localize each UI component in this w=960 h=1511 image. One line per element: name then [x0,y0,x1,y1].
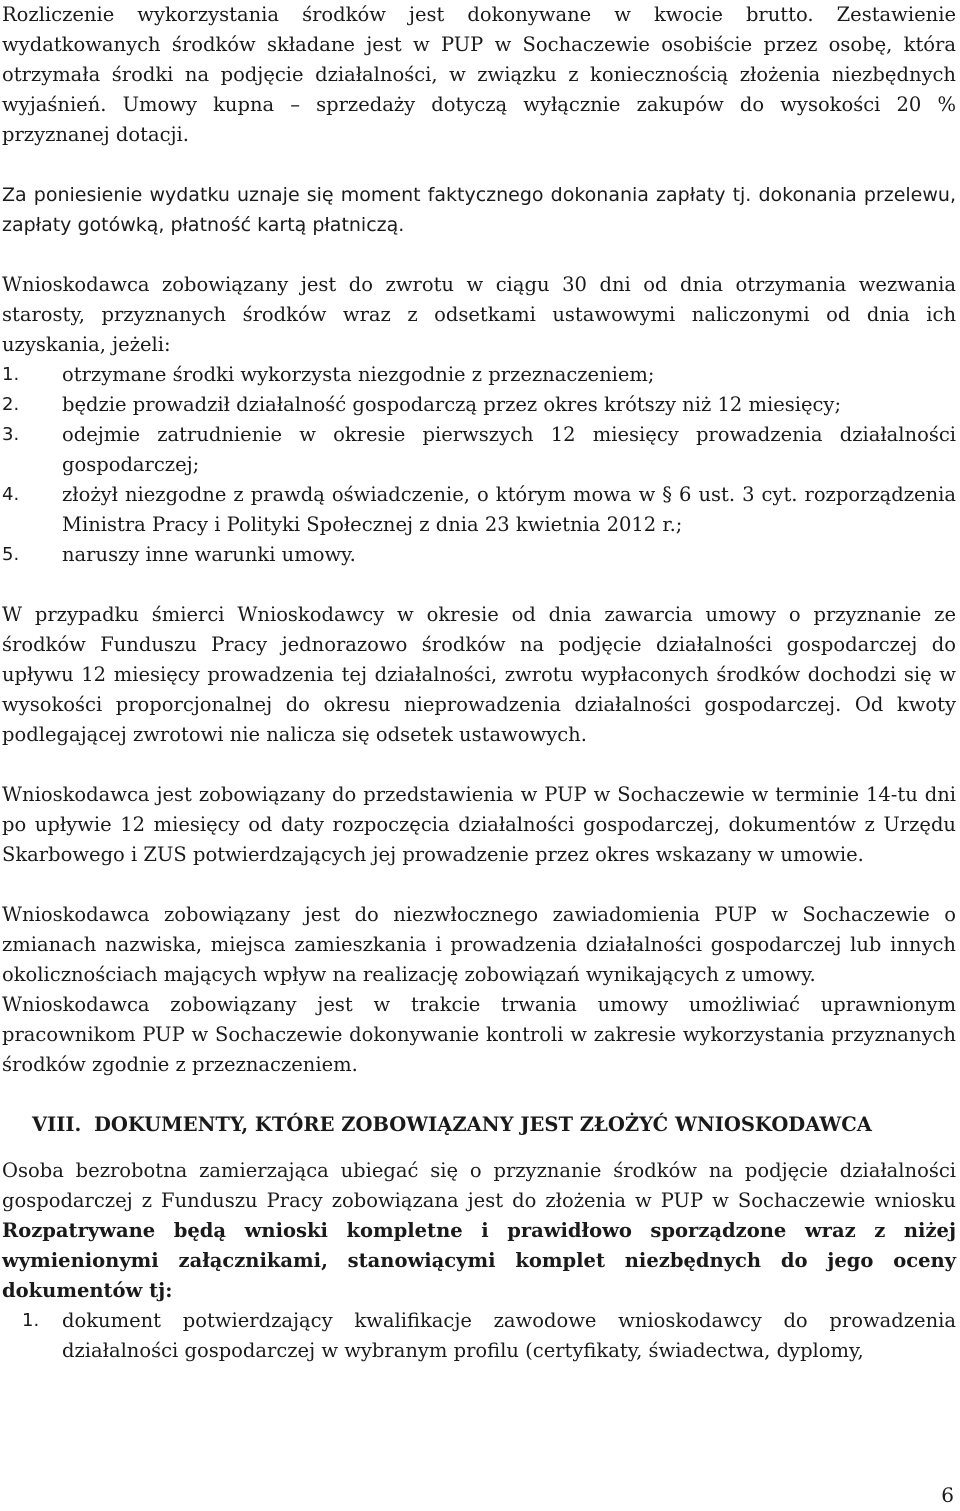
list-number: 4. [2,484,20,505]
requirements-bold-text: Rozpatrywane będą wnioski kompletne i prawidłowo sporządzone wraz z niżej wymienionymi załącznikami, stanowiącymi komplet niezbędnych do jego oceny dokumentów tj: [2,1219,956,1302]
section-heading [2,1110,956,1140]
list-number: 5. [2,544,20,565]
paragraph-notification-duty: Wnioskodawca zobowiązany jest do niezwłocznego zawiadomienia PUP w Sochaczewie o zmianach nazwiska, miejsca zamieszkania i prowadzenia działalności gospodarczej lub innych okolicznościach mających wpływ na realizację zobowiązań wynikających z umowy. [2,903,956,986]
section-title: DOKUMENTY, KTÓRE ZOBOWIĄZANY JEST ZŁOŻYĆ WNIOSKODAWCA [94,1113,872,1136]
list-number: 3. [2,424,20,445]
return-conditions-list [2,360,956,570]
list-text: złożył niezgodne z prawdą oświadczenie, o którym mowa w § 6 ust. 3 cyt. rozporządzenia Ministra Pracy i Polityki Społecznej z dnia 23 kwietnia 2012 r.; [62,483,956,536]
list-item [2,1306,956,1366]
list-item [2,390,956,420]
page-number: 6 [941,1483,954,1507]
list-number: 1. [22,1310,40,1331]
list-text: odejmie zatrudnienie w okresie pierwszych 12 miesięcy prowadzenia działalności gospodarczej; [62,423,956,476]
paragraph-inspection: Wnioskodawca zobowiązany jest w trakcie trwania umowy umożliwiać uprawnionym pracownikom PUP w Sochaczewie dokonywanie kontroli w zakresie wykorzystania przyznanych środków zgodnie z przeznaczeniem. [2,993,956,1076]
paragraph-return-obligation: Wnioskodawca zobowiązany jest do zwrotu w ciągu 30 dni od dnia otrzymania wezwania starosty, przyznanych środków wraz z odsetkami ustawowymi naliczonymi od dnia ich uzyskania, jeżeli: [2,273,956,356]
section-number: VIII. [32,1113,82,1136]
list-text: będzie prowadził działalność gospodarczą przez okres krótszy niż 12 miesięcy; [62,393,842,416]
documents-list [2,1306,956,1366]
list-item [2,420,956,480]
list-text: otrzymane środki wykorzysta niezgodnie z przeznaczeniem; [62,363,655,386]
paragraph-expense-moment: Za poniesienie wydatku uznaje się moment faktycznego dokonania zapłaty tj. dokonania przelewu, zapłaty gotówką, płatność kartą płatniczą. [2,184,956,236]
requirements-text: Osoba bezrobotna zamierzająca ubiegać się o przyznanie środków na podjęcie działalności gospodarczej z Funduszu Pracy zobowiązana jest do złożenia w PUP w Sochaczewie wniosku [2,1159,956,1212]
paragraph-death-clause: W przypadku śmierci Wnioskodawcy w okresie od dnia zawarcia umowy o przyznanie ze środków Funduszu Pracy jednorazowo środków na podjęcie działalności gospodarczej do upływu 12 miesięcy prowadzenia tej działalności, zwrotu wypłaconych środków dochodzi się w wysokości proporcjonalnej do okresu nieprowadzenia działalności gospodarczej. Od kwoty podlegającej zwrotowi nie nalicza się odsetek ustawowych. [2,603,956,746]
list-number: 2. [2,394,20,415]
list-text: dokument potwierdzający kwalifikacje zawodowe wnioskodawcy do prowadzenia działalności gospodarczej w wybranym profilu (certyfikaty, świadectwa, dyplomy, [62,1309,956,1362]
paragraph-application-requirements [2,1156,956,1306]
list-text: naruszy inne warunki umowy. [62,543,356,566]
list-item [2,540,956,570]
list-item [2,360,956,390]
paragraph-settlement: Rozliczenie wykorzystania środków jest dokonywane w kwocie brutto. Zestawienie wydatkowanych środków składane jest w PUP w Sochaczewie osobiście przez osobę, która otrzymała środki na podjęcie działalności, w związku z koniecznością złożenia niezbędnych wyjaśnień. Umowy kupna – sprzedaży dotyczą wyłącznie zakupów do wysokości 20 % przyznanej dotacji. [2,3,956,146]
list-item [2,480,956,540]
paragraph-documents-submission: Wnioskodawca jest zobowiązany do przedstawienia w PUP w Sochaczewie w terminie 14-tu dni po upływie 12 miesięcy od daty rozpoczęcia działalności gospodarczej, dokumentów z Urzędu Skarbowego i ZUS potwierdzających jej prowadzenie przez okres wskazany w umowie. [2,783,956,866]
list-number: 1. [2,364,20,385]
